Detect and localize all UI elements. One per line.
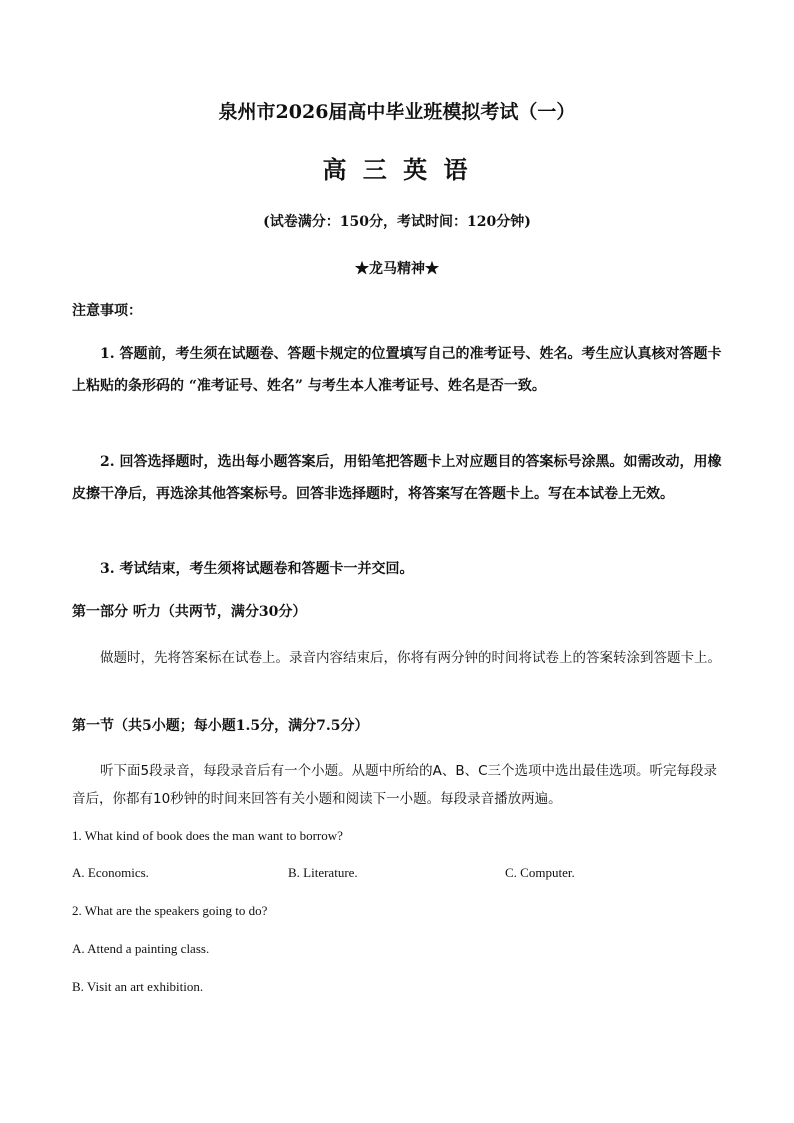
section1-heading: 第一节（共5小题；每小题1.5分，满分7.5分） [72,718,369,734]
motto: ★龙马精神★ [355,261,439,277]
exam-title: 泉州市2026届高中毕业班模拟考试（一） [218,101,576,123]
section1-instruction: 听下面5段录音，每段录音后有一个小题。从题中所给的A、B、C三个选项中选出最佳选项。听完每段录音后，你都有10秒钟的时间来回答有关小题和阅读下一小题。每段录音播放两遍。 [72,763,718,807]
notice-heading: 注意事项： [72,303,142,319]
subject-title: 高 三 英 语 [322,155,472,184]
question-1-option-b: B. Literature. [288,865,358,880]
question-2-stem: 2. What are the speakers going to do? [72,903,268,918]
notice-item-1: 1. 答题前，考生须在试题卷、答题卡规定的位置填写自己的准考证号、姓名。考生应认真核对答题卡上粘贴的条形码的 “准考证号、姓名” 与考生本人准考证号、姓名是否一致。 [72,346,722,394]
question-2-option-b: B. Visit an art exhibition. [72,979,204,994]
notice-item-3: 3. 考试结束，考生须将试题卷和答题卡一并交回。 [100,561,414,577]
question-1-option-c: C. Computer. [505,865,575,880]
part1-instruction: 做题时，先将答案标在试卷上。录音内容结束后，你将有两分钟的时间将试卷上的答案转涂到答题卡上。 [100,650,721,666]
notice-item-2: 2. 回答选择题时，选出每小题答案后，用铅笔把答题卡上对应题目的答案标号涂黑。如需改动，用橡皮擦干净后，再选涂其他答案标号。回答非选择题时，将答案写在答题卡上。写在本试卷上无效。 [72,454,722,502]
question-1-option-a: A. Economics. [72,865,149,880]
question-2-option-a: A. Attend a painting class. [72,941,210,956]
part1-heading: 第一部分 听力（共两节，满分30分） [72,604,307,620]
question-1-stem: 1. What kind of book does the man want to borrow? [72,828,343,843]
score-time-note: (试卷满分：150分，考试时间：120分钟) [263,214,531,230]
exam-page [72,0,722,1123]
